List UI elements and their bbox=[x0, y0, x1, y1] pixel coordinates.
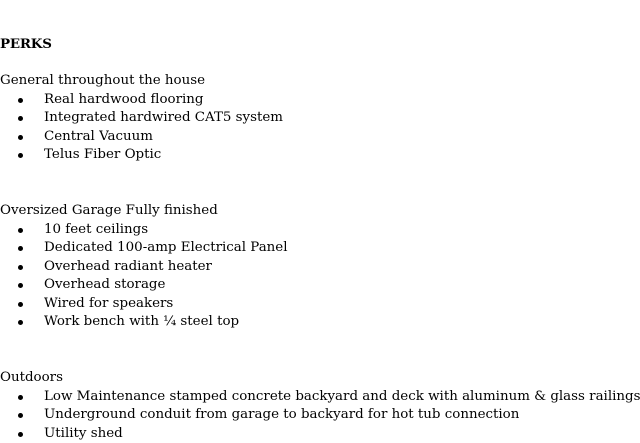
list-item-text: Low Maintenance stamped concrete backyard and deck with aluminum & glass railings bbox=[44, 389, 640, 404]
bullet-icon bbox=[18, 302, 23, 307]
section-heading: Outdoors bbox=[0, 369, 640, 388]
list-item bbox=[0, 425, 640, 443]
list-item bbox=[0, 109, 283, 128]
bullet-list bbox=[0, 388, 640, 443]
bullet-icon bbox=[18, 116, 23, 121]
bullet-list bbox=[0, 91, 283, 165]
bullet-icon bbox=[18, 320, 23, 325]
list-item-text: Dedicated 100-amp Electrical Panel bbox=[44, 240, 288, 255]
list-item bbox=[0, 239, 288, 258]
list-item-text: Overhead radiant heater bbox=[44, 259, 212, 274]
bullet-icon bbox=[18, 246, 23, 251]
bullet-icon bbox=[18, 413, 23, 418]
section-general bbox=[0, 72, 283, 165]
list-item bbox=[0, 146, 283, 165]
bullet-icon bbox=[18, 153, 23, 158]
bullet-icon bbox=[18, 98, 23, 103]
list-item bbox=[0, 276, 288, 295]
list-item bbox=[0, 313, 288, 332]
list-item bbox=[0, 295, 288, 314]
list-item bbox=[0, 128, 283, 147]
list-item-text: Work bench with ¼ steel top bbox=[44, 314, 239, 329]
list-item-text: Wired for speakers bbox=[44, 296, 173, 311]
list-item-text: Central Vacuum bbox=[44, 129, 153, 144]
bullet-icon bbox=[18, 432, 23, 437]
bullet-icon bbox=[18, 283, 23, 288]
list-item bbox=[0, 388, 640, 407]
bullet-icon bbox=[18, 135, 23, 140]
list-item-text: Integrated hardwired CAT5 system bbox=[44, 110, 283, 125]
bullet-icon bbox=[18, 395, 23, 400]
list-item bbox=[0, 91, 283, 110]
list-item-text: Overhead storage bbox=[44, 277, 165, 292]
list-item-text: Real hardwood flooring bbox=[44, 92, 203, 107]
list-item-text: Underground conduit from garage to backyard for hot tub connection bbox=[44, 407, 519, 422]
bullet-list bbox=[0, 221, 288, 332]
list-item bbox=[0, 221, 288, 240]
section-outdoors bbox=[0, 369, 640, 443]
section-garage bbox=[0, 202, 288, 332]
list-item bbox=[0, 406, 640, 425]
bullet-icon bbox=[18, 265, 23, 270]
list-item bbox=[0, 258, 288, 277]
list-item-text: 10 feet ceilings bbox=[44, 222, 148, 237]
document-title: PERKS bbox=[0, 35, 52, 54]
section-heading: Oversized Garage Fully finished bbox=[0, 202, 288, 221]
bullet-icon bbox=[18, 228, 23, 233]
list-item-text: Utility shed bbox=[44, 426, 123, 441]
section-heading: General throughout the house bbox=[0, 72, 283, 91]
list-item-text: Telus Fiber Optic bbox=[44, 147, 161, 162]
